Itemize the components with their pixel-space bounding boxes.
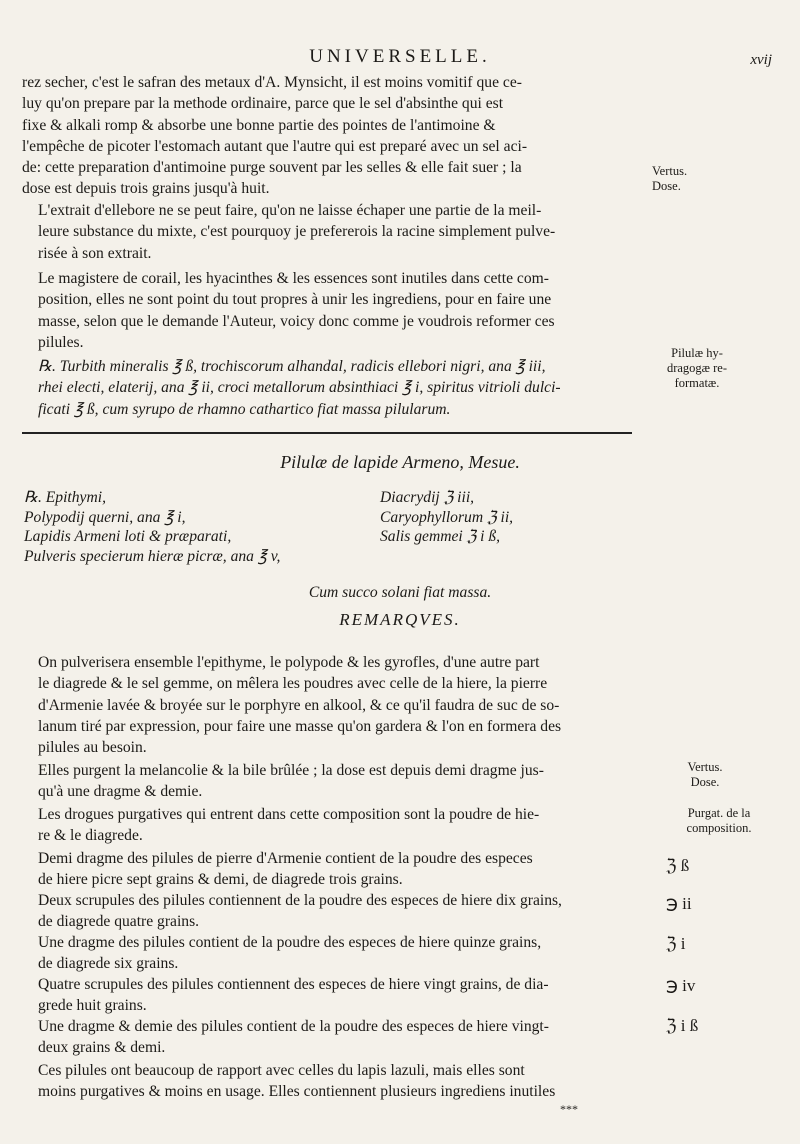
ingredient: Pulveris specierum hieræ picræ, ana ℥ v, (24, 547, 281, 565)
recipe-ingredients-left (24, 488, 280, 566)
ingredient: Polypodij querni, ana ℥ i, (24, 508, 186, 526)
recipe-closing: Cum succo solani fiat massa. (308, 584, 492, 601)
margin-note-vertus-dose (652, 164, 742, 194)
dose-symbol: ℨ ß (666, 856, 690, 875)
dose-paragraph (22, 932, 650, 975)
margin-note-line: formatæ. (674, 376, 720, 390)
text-line: Le magistere de corail, les hyacinthes & les essences sont inutiles dans cette com- (38, 270, 549, 287)
section-divider (22, 432, 632, 434)
text-line: le diagrede & le sel gemme, on mêlera les poudres avec celle de la hiere, la pierre (38, 675, 548, 693)
recipe-ingredients-right (380, 488, 513, 547)
dose-paragraph (22, 848, 650, 891)
margin-note-vertus-dose-2 (660, 760, 750, 790)
text-line: pilules au besoin. (38, 739, 147, 757)
margin-note-line: Pilulæ hy- (671, 346, 723, 360)
dose-paragraph (22, 890, 650, 933)
text-line: Ces pilules ont beaucoup de rapport avec celles du lapis lazuli, mais elles sont (38, 1062, 525, 1079)
paragraph-ellebore (22, 200, 650, 264)
text-line: rez secher, c'est le safran des metaux d'A. Mynsicht, il est moins vomitif que ce- (22, 74, 522, 91)
text-line: masse, selon que le demande l'Auteur, voicy donc comme je voudrois reformer ces (38, 312, 555, 330)
margin-note-purgat-composition (664, 806, 774, 836)
text-line: Quatre scrupules des pilules contiennent des especes de hiere vingt grains, de dia- (38, 976, 549, 993)
text-line: de: cette preparation d'antimoine purge souvent par les selles & elle fait suer ; la (22, 159, 522, 177)
dose-symbol: ℨ i ß (666, 1016, 699, 1035)
remarque-purgatives (22, 804, 650, 847)
ingredient: Diacrydij ℨ iii, (380, 489, 475, 506)
text-line: d'Armenie lavée & broyée sur le porphyre en alkool, & ce qu'il faudra de suc de so- (38, 696, 560, 714)
recipe-title: Pilulæ de lapide Armeno, Mesue. (280, 452, 520, 472)
text-line: luy qu'on prepare par la methode ordinaire, parce que le sel d'absinthe qui est (22, 95, 504, 113)
margin-note-line: dragogæ re- (666, 361, 728, 375)
text-line: ficati ℥ ß, cum syrupo de rhamno cathartico fiat massa pilularum. (38, 400, 451, 418)
margin-note-line: Vertus. (687, 760, 723, 774)
margin-note-line: Dose. (652, 179, 681, 193)
text-line: grede huit grains. (38, 997, 147, 1015)
dose-symbol: ℨ i (666, 934, 686, 953)
text-line: de diagrede quatre grains. (38, 913, 200, 931)
signature-mark: *** (560, 1102, 578, 1116)
text-line: dose est depuis trois grains jusqu'à huit. (22, 180, 270, 198)
text-line: re & le diagrede. (38, 827, 143, 845)
text-line: de diagrede six grains. (38, 955, 179, 973)
text-line: rhei electi, elaterij, ana ℥ ii, croci metallorum absinthiaci ℥ i, spiritus vitrioli dulci- (38, 379, 561, 397)
remarque-preparation (22, 652, 650, 758)
text-line: qu'à une dragme & demie. (38, 783, 203, 801)
page-number: xvij (750, 52, 772, 68)
text-line: fixe & alkali romp & absorbe une bonne partie des pointes de l'antimoine & (22, 116, 496, 134)
text-line: moins purgatives & moins en usage. Elles contiennent plusieurs ingrediens inutiles (38, 1083, 556, 1101)
remarques-heading: REMARQVES. (339, 610, 461, 629)
text-line: On pulverisera ensemble l'epithyme, le polypode & les gyrofles, d'une autre part (38, 654, 540, 671)
text-line: L'extrait d'ellebore ne se peut faire, qu'on ne laisse échaper une partie de la meil- (38, 202, 542, 219)
text-line: Les drogues purgatives qui entrent dans cette composition sont la poudre de hie- (38, 806, 540, 823)
dose-symbol: ℈ ii (666, 894, 692, 913)
dose-symbol: ℈ iv (666, 976, 696, 995)
text-line: l'empêche de picoter l'estomach autant que l'autre qui est preparé avec un sel aci- (22, 137, 528, 155)
remarque-lapis-lazuli (22, 1060, 650, 1103)
text-line: Une dragme & demie des pilules contient de la poudre des especes de hiere vingt- (38, 1018, 549, 1035)
text-line: Demi dragme des pilules de pierre d'Armenie contient de la poudre des especes (38, 850, 533, 867)
margin-note-line: Dose. (690, 775, 720, 789)
reformed-recipe (22, 356, 650, 420)
ingredient: Lapidis Armeni loti & præparati, (24, 528, 232, 545)
dose-paragraph (22, 1016, 650, 1059)
text-line: ℞. Turbith mineralis ℥ ß, trochiscorum alhandal, radicis ellebori nigri, ana ℥ iii, (38, 358, 546, 375)
remarque-vertus (22, 760, 650, 803)
ingredient: Salis gemmei ℨ i ß, (380, 528, 501, 545)
margin-note-line: composition. (686, 821, 752, 835)
ingredient: Caryophyllorum ℨ ii, (380, 508, 514, 526)
text-line: Elles purgent la melancolie & la bile brûlée ; la dose est depuis demi dragme jus- (38, 762, 544, 779)
running-header: UNIVERSELLE. (309, 46, 491, 67)
text-line: deux grains & demi. (38, 1039, 166, 1057)
text-line: risée à son extrait. (38, 244, 152, 262)
text-line: Une dragme des pilules contient de la poudre des especes de hiere quinze grains, (38, 934, 542, 951)
dose-paragraph (22, 974, 650, 1017)
paragraph-antimoine (22, 72, 650, 200)
text-line: de hiere picre sept grains & demi, de diagrede trois grains. (38, 871, 403, 889)
text-line: pilules. (38, 333, 84, 351)
text-line: lanum tiré par expression, pour faire une masse qu'on gardera & l'on en formera des (38, 717, 562, 735)
text-line: position, elles ne sont point du tout propres à unir les ingrediens, pour en faire une (38, 291, 552, 309)
text-line: Deux scrupules des pilules contiennent de la poudre des especes de hiere dix grains, (38, 892, 562, 909)
text-line: leure substance du mixte, c'est pourquoy je prefererois la racine simplement pulve- (38, 223, 556, 241)
paragraph-corail (22, 268, 650, 353)
margin-note-pilulae-hydragogae (652, 346, 742, 391)
margin-note-line: Vertus. (652, 164, 688, 178)
margin-note-line: Purgat. de la (687, 806, 751, 820)
ingredient: ℞. Epithymi, (24, 489, 106, 506)
